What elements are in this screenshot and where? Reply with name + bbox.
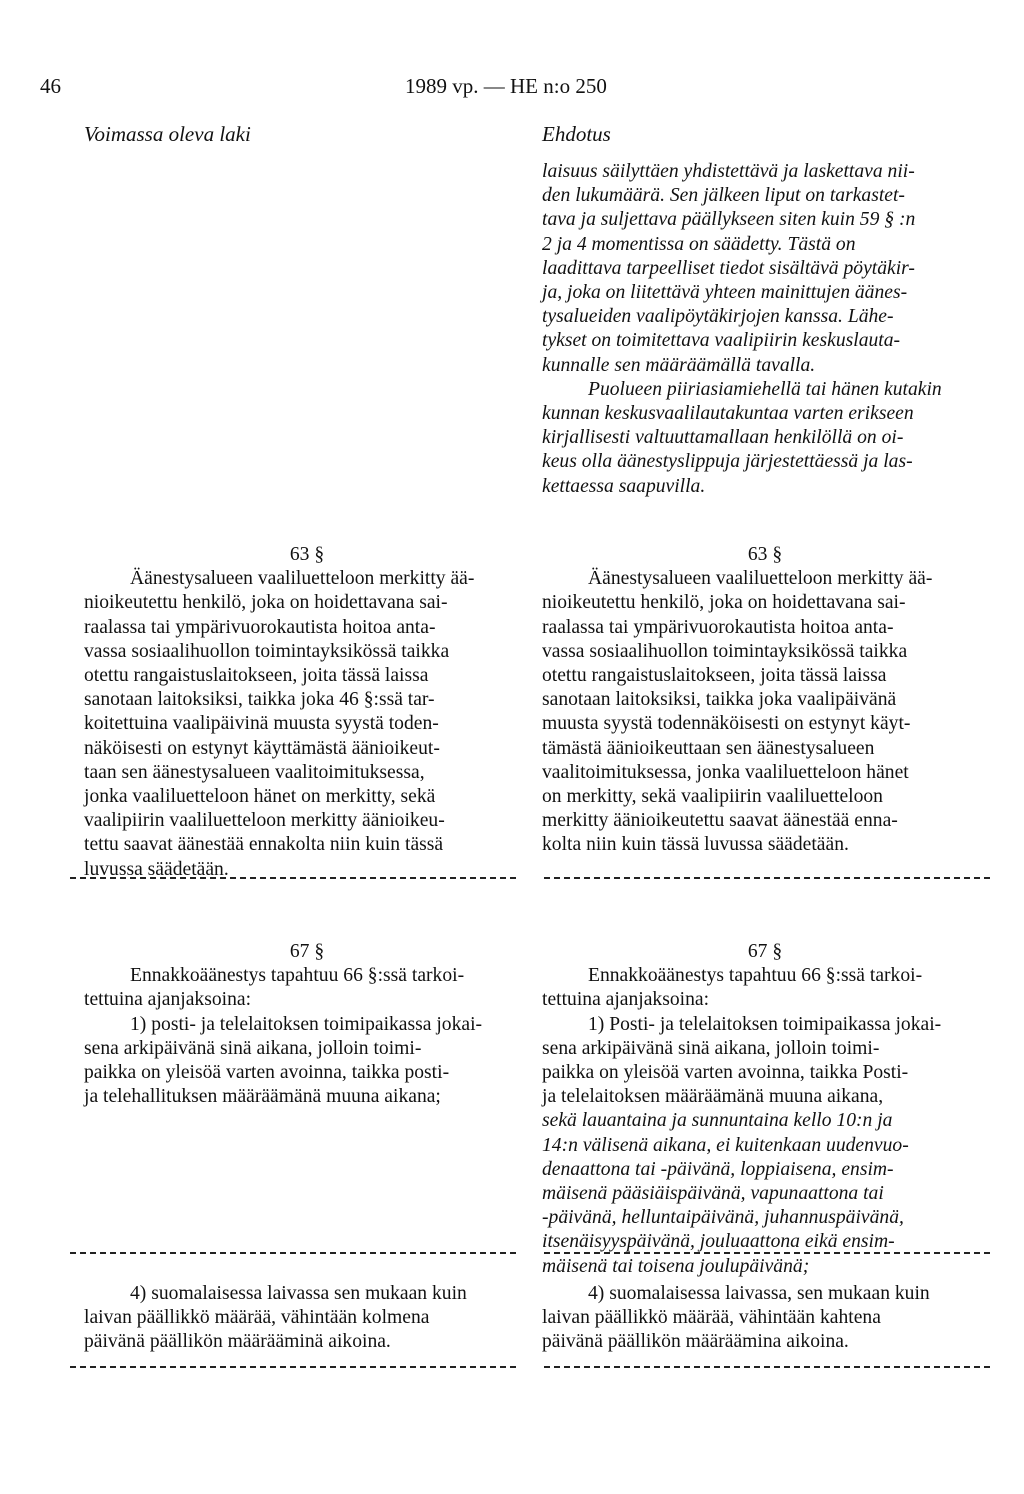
text-line: laivan päällikkö määrää, vähintään kolmena <box>84 1307 430 1329</box>
text-line: paikka on yleisöä varten avoinna, taikka posti- <box>84 1062 450 1084</box>
section-67-item-4-current <box>84 1282 530 1355</box>
omission-separator <box>70 1366 516 1368</box>
text-line: nioikeutettu henkilö, joka on hoidettavana sai- <box>542 592 906 614</box>
text-line: 2 ja 4 momentissa on säädetty. Tästä on <box>542 233 856 255</box>
text-line: vassa sosiaalihuollon toimintayksikössä taikka <box>84 640 450 662</box>
right-intro-text <box>542 160 988 499</box>
text-line: keus olla äänestyslippuja järjestettäessä ja las- <box>542 451 913 473</box>
text-line: sekä lauantaina ja sunnuntaina kello 10:n ja <box>542 1110 893 1132</box>
text-line: mäisenä pääsiäispäivänä, vapunaattona tai <box>542 1183 884 1205</box>
text-line: taan sen äänestysalueen vaalitoimituksessa, <box>84 761 425 783</box>
text-line: kunnalle sen määräämällä tavalla. <box>542 354 816 376</box>
page-number: 46 <box>40 74 61 98</box>
text-line: ja telelaitoksen määräämänä muuna aikana, <box>542 1086 884 1108</box>
text-line: tämästä äänioikeuttaan sen äänestysalueen <box>542 737 875 759</box>
text-line: Puolueen piiriasiamiehellä tai hänen kutakin <box>588 378 942 400</box>
document-title: 1989 vp. — HE n:o 250 <box>405 74 607 98</box>
section-67-current <box>84 940 530 1109</box>
text-line: laivan päällikkö määrää, vähintään kahtena <box>542 1307 881 1329</box>
text-line: sanotaan laitoksiksi, taikka joka vaalipäivänä <box>542 689 897 711</box>
text-line: tettuina ajanjaksoina: <box>84 989 252 1011</box>
text-line: merkitty äänioikeutettu saavat äänestää enna- <box>542 810 898 832</box>
text-line: nioikeutettu henkilö, joka on hoidettavana sai- <box>84 592 448 614</box>
text-line: Ennakkoäänestys tapahtuu 66 §:ssä tarkoi- <box>130 965 465 987</box>
text-line: otettu rangaistuslaitokseen, joita tässä laissa <box>542 665 887 687</box>
right-column-heading: Ehdotus <box>542 122 611 146</box>
text-line: näköisesti on estynyt käyttämästä äänioikeut- <box>84 737 440 759</box>
text-line: otettu rangaistuslaitokseen, joita tässä laissa <box>84 665 429 687</box>
text-line: vaalitoimituksessa, jonka vaaliluetteloon hänet <box>542 761 909 783</box>
text-line: kolta niin kuin tässä luvussa säädetään. <box>542 834 849 856</box>
text-line: tettuina ajanjaksoina: <box>542 989 710 1011</box>
omission-separator <box>544 877 990 879</box>
text-line: sena arkipäivänä sinä aikana, jolloin toimi- <box>542 1037 880 1059</box>
omission-separator <box>70 877 516 879</box>
text-line: laisuus säilyttäen yhdistettävä ja laskettava nii- <box>542 161 915 182</box>
text-line: muusta syystä todennäköisesti on estynyt käyt- <box>542 713 911 735</box>
text-line: vassa sosiaalihuollon toimintayksikössä taikka <box>542 640 908 662</box>
omission-separator <box>544 1366 990 1368</box>
text-line: raalassa tai ympärivuorokautista hoitoa anta- <box>542 616 894 638</box>
text-line: -päivänä, helluntaipäivänä, juhannuspäivänä, <box>542 1207 904 1229</box>
text-line: luvussa säädetään. <box>84 858 229 880</box>
text-line: tettu saavat äänestää ennakolta niin kuin tässä <box>84 834 444 856</box>
text-line: 1) Posti- ja telelaitoksen toimipaikassa jokai- <box>588 1013 942 1035</box>
text-line: sena arkipäivänä sinä aikana, jolloin toimi- <box>84 1037 422 1059</box>
text-line: on merkitty, sekä vaalipiirin vaaliluetteloon <box>542 786 883 808</box>
text-line: 4) suomalaisessa laivassa, sen mukaan kuin <box>588 1283 930 1304</box>
text-line: laadittava tarpeelliset tiedot sisältävä pöytäkir- <box>542 257 915 279</box>
text-line: den lukumäärä. Sen jälkeen liput on tarkastet- <box>542 185 905 207</box>
text-line: paikka on yleisöä varten avoinna, taikka Posti- <box>542 1062 909 1084</box>
section-63-current <box>84 543 530 882</box>
text-line: tava ja suljettava päällykseen siten kuin 59 § :n <box>542 209 916 231</box>
text-line: tykset on toimitettava vaalipiirin keskuslauta- <box>542 330 901 352</box>
text-line: kirjallisesti valtuuttamallaan henkilöllä on oi- <box>542 427 904 449</box>
text-line: kunnan keskusvaalilautakuntaa varten erikseen <box>542 403 914 425</box>
text-line: koitettuina vaalipäivinä muusta syystä toden- <box>84 713 439 735</box>
text-line: itsenäisyyspäivänä, jouluaattona eikä ensim- <box>542 1231 895 1253</box>
text-line: Ennakkoäänestys tapahtuu 66 §:ssä tarkoi- <box>588 965 923 987</box>
text-line: jonka vaaliluetteloon hänet on merkitty, sekä <box>84 786 436 808</box>
section-number: 67 § <box>747 941 783 962</box>
text-line: Äänestysalueen vaaliluetteloon merkitty ää- <box>130 568 475 590</box>
section-number: 63 § <box>747 544 783 565</box>
section-67-item-4-proposal <box>542 1282 988 1355</box>
text-line: mäisenä tai toisena joulupäivänä; <box>542 1255 810 1277</box>
section-67-proposal <box>542 940 988 1279</box>
text-line: raalassa tai ympärivuorokautista hoitoa anta- <box>84 616 436 638</box>
text-line: vaalipiirin vaaliluetteloon merkitty äänioikeu- <box>84 810 445 832</box>
omission-separator <box>70 1252 516 1254</box>
text-line: 4) suomalaisessa laivassa sen mukaan kuin <box>130 1283 467 1304</box>
section-63-proposal <box>542 543 988 858</box>
text-line: Äänestysalueen vaaliluetteloon merkitty ää- <box>588 568 933 590</box>
text-line: 1) posti- ja telelaitoksen toimipaikassa jokai- <box>130 1013 483 1035</box>
text-line: ja, joka on liitettävä yhteen mainittujen äänes- <box>542 282 908 304</box>
left-column-heading: Voimassa oleva laki <box>84 122 251 146</box>
text-line: denaattona tai -päivänä, loppiaisena, ensim- <box>542 1158 894 1180</box>
text-line: päivänä päällikön määrääminä aikoina. <box>84 1331 391 1353</box>
section-number: 67 § <box>289 941 325 962</box>
section-number: 63 § <box>289 544 325 565</box>
text-line: 14:n välisenä aikana, ei kuitenkaan uudenvuo- <box>542 1134 909 1156</box>
text-line: kettaessa saapuvilla. <box>542 475 706 497</box>
text-line: tysalueiden vaalipöytäkirjojen kanssa. Lähe- <box>542 306 894 328</box>
text-line: ja telehallituksen määräämänä muuna aikana; <box>84 1086 441 1108</box>
text-line: päivänä päällikön määräämina aikoina. <box>542 1331 849 1353</box>
text-line: sanotaan laitoksiksi, taikka joka 46 §:ssä tar- <box>84 689 435 711</box>
omission-separator <box>544 1252 990 1254</box>
